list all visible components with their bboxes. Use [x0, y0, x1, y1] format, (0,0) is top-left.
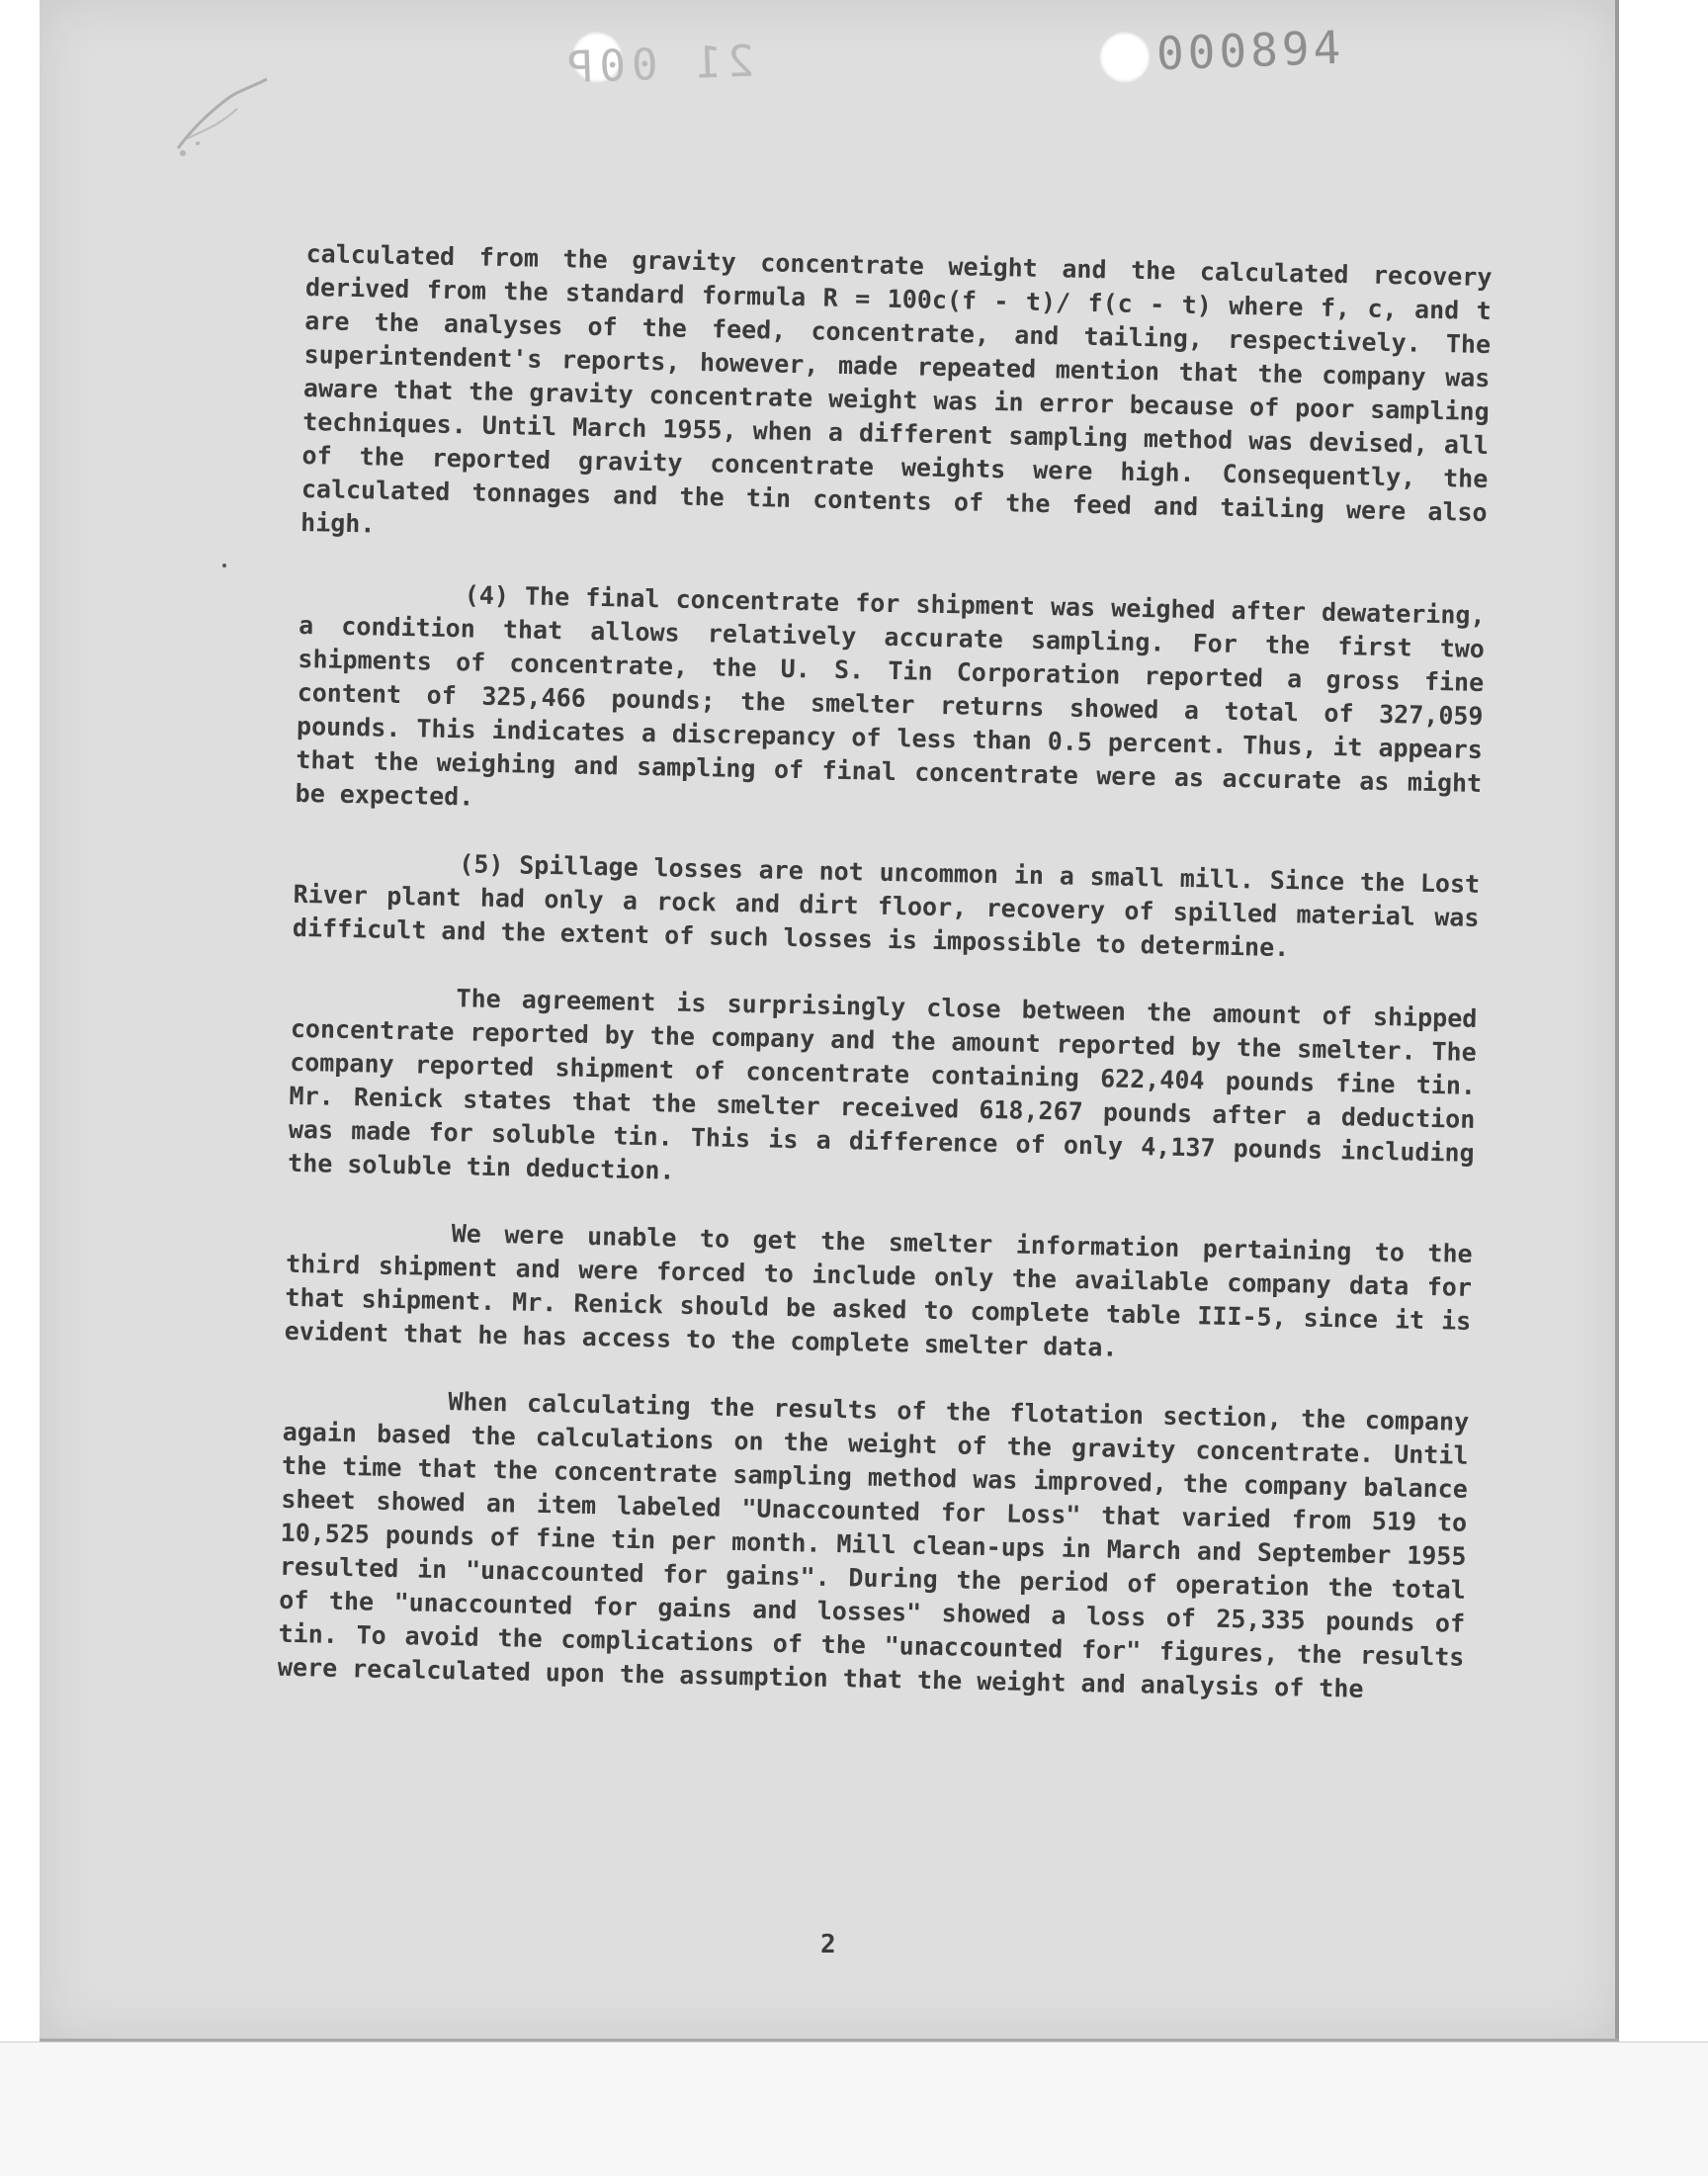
paragraph-agreement: The agreement is surprisingly close between the amount of shipped concentrate reported by the company and the amount reported by the smelter. The company reported shipment of concentrate containing 622,404 pounds fine tin. Mr. Renick states that the smelter received 618,267 pounds after a deduction was made for soluble tin. This is a difference of only 4,137 pounds including the soluble tin deduction.: [287, 984, 1478, 1185]
page-number: 2: [820, 1930, 836, 1959]
paragraph-smelter-info: We were unable to get the smelter information pertaining to the third shipment and were forced to include only the available company data for that shipment. Mr. Renick should be asked to complete table III-5, since it is evident that he has access to the complete smelter data.: [284, 1219, 1473, 1362]
body-text: [277, 237, 1493, 1742]
scanned-page: [40, 0, 1619, 2042]
paragraph-5: (5) Spillage losses are not uncommon in a small mill. Since the Lost River plant had only a rock and dirt floor, recovery of spilled material was difficult and the extent of such losses is impossible to determine.: [292, 849, 1481, 963]
ink-smudge: [158, 59, 287, 168]
paragraph-flotation: When calculating the results of the flotation section, the company again based the calculations on the weight of the gravity concentrate. Until the time that the concentrate sampling method was improved, the company balance sheet showed an item labeled "Unaccounted for Loss" that varied from 519 to 10,525 pounds of fine tin per month. Mill clean-ups in March and September 1955 resulted in "unaccounted for gains". During the period of operation the total of the "unaccounted for gains and losses" showed a loss of 25,335 pounds of tin. To avoid the complications of the "unaccounted for" figures, the results were recalculated upon the assumption that the weight and analysis of the: [277, 1387, 1470, 1703]
bleed-through-stamp: 21 00P: [560, 36, 755, 94]
document-number-stamp: 000894: [1155, 20, 1346, 81]
paragraph-continuation: calculated from the gravity concentrate weight and the calculated recovery derived from the standard formula R = 100c(f - t)/ f(c - t) where f, c, and t are the analyses of the feed, concentrate, and tailing, respectively. The superintendent's reports, however, made repeated mention that the company was aware that the gravity concentrate weight was in error because of poor sampling techniques. Until March 1955, when a different sampling method was devised, all of the reported gravity concentrate weights were high. Consequently, the calculated tonnages and the tin contents of the feed and tailing were also high.: [299, 238, 1493, 539]
scan-margin-bottom: [0, 2042, 1708, 2176]
punch-hole-right: [1099, 32, 1151, 83]
speck: [222, 564, 226, 567]
paragraph-4: (4) The final concentrate for shipment was weighed after dewatering, a condition that allows relatively accurate sampling. For the first two shipments of concentrate, the U. S. Tin Corporation reported a gross fine content of 325,466 pounds; the smelter returns showed a total of 327,059 pounds. This indicates a discrepancy of less than 0.5 percent. Thus, it appears that the weighing and sampling of final concentrate were as accurate as might be expected.: [295, 580, 1486, 812]
page-edge-right: [1615, 0, 1619, 2042]
